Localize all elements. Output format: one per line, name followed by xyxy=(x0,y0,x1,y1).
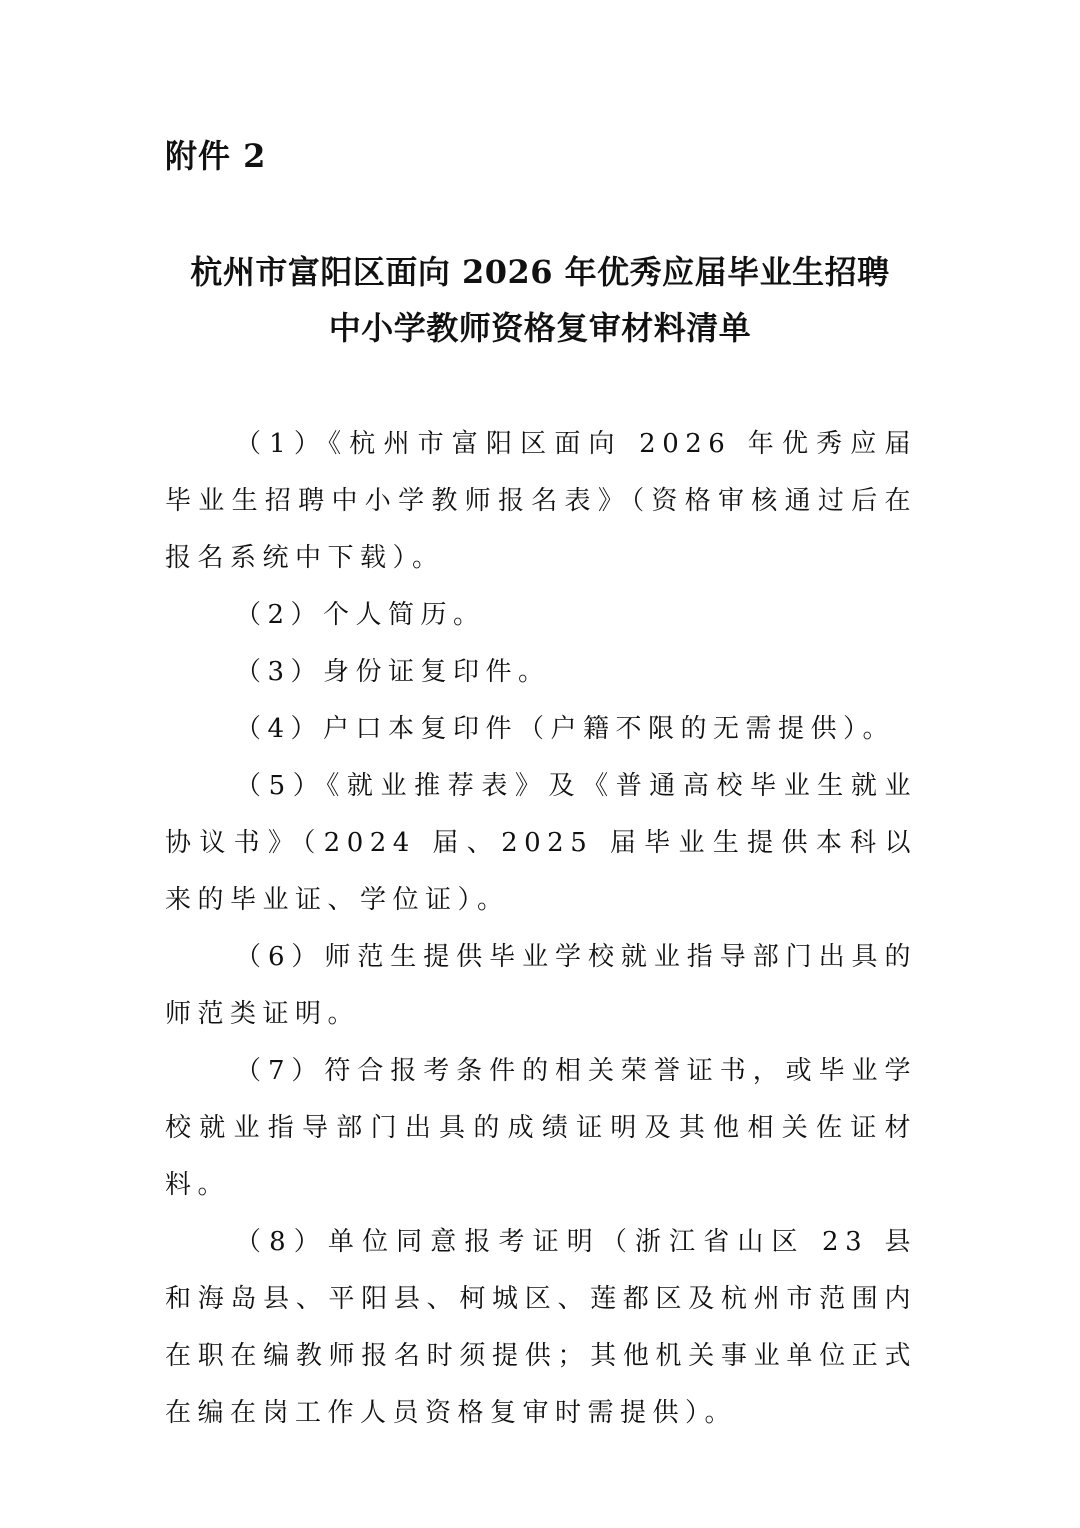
document-title-line-1: 杭州市富阳区面向 2026 年优秀应届毕业生招聘 xyxy=(190,253,890,291)
list-item-4: （4）户口本复印件（户籍不限的无需提供）。 xyxy=(235,714,896,744)
list-item-3: （3）身份证复印件。 xyxy=(235,657,551,687)
list-item-1: （1）《杭州市富阳区面向 2026 年优秀应届毕业生招聘中小学教师报名表》（资格审核通过后在报名系统中下载）。 xyxy=(165,429,917,573)
list-item-7: （7）符合报考条件的相关荣誉证书，或毕业学校就业指导部门出具的成绩证明及其他相关佐证材料。 xyxy=(165,1056,917,1200)
list-item-5: （5）《就业推荐表》及《普通高校毕业生就业协议书》（2024 届、2025 届毕业生提供本科以来的毕业证、学位证）。 xyxy=(165,771,917,915)
list-item-8: （8）单位同意报考证明（浙江省山区 23 县和海岛县、平阳县、柯城区、莲都区及杭州市范围内在职在编教师报名时须提供；其他机关事业单位正式在编在岗工作人员资格复审时需提供）。 xyxy=(165,1227,917,1428)
materials-list xyxy=(165,416,917,1442)
document-title-line-2: 中小学教师资格复审材料清单 xyxy=(328,309,752,347)
list-item-2: （2）个人简历。 xyxy=(235,600,486,630)
list-item-6: （6）师范生提供毕业学校就业指导部门出具的师范类证明。 xyxy=(165,942,917,1029)
attachment-label: 附件 2 xyxy=(165,137,267,175)
